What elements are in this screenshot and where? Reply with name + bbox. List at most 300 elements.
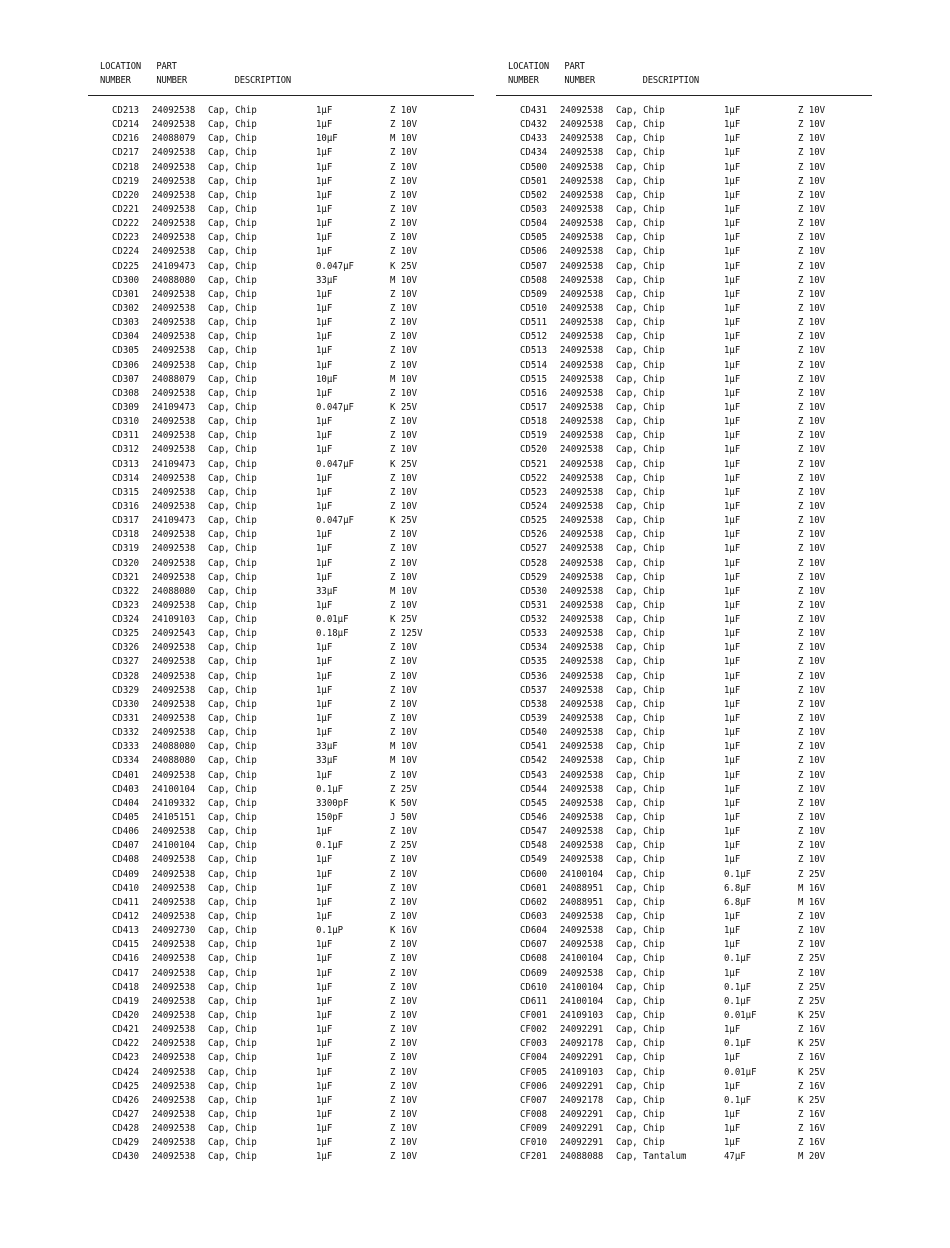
value: 1μF <box>316 939 333 951</box>
value: 1μF <box>316 1038 333 1050</box>
rating: Z 10V <box>798 345 826 357</box>
value: 1μF <box>316 444 333 456</box>
description: Cap, Chip <box>208 896 257 908</box>
rating: Z 10V <box>798 274 826 286</box>
part-number: 24092538 <box>152 345 196 357</box>
rating: Z 16V <box>798 1123 826 1135</box>
part-number: 24088080 <box>152 755 196 767</box>
value: 1μF <box>316 359 333 371</box>
description: Cap, Chip <box>616 416 665 428</box>
rating: M 20V <box>798 1151 826 1163</box>
part-number: 24092538 <box>560 571 604 583</box>
description: Cap, Chip <box>208 189 257 201</box>
value: 1μF <box>724 656 741 668</box>
part-number: 24088080 <box>152 741 196 753</box>
part-number: 24092538 <box>152 939 196 951</box>
part-number: 24100104 <box>152 840 196 852</box>
location-number: CD503 <box>520 203 548 215</box>
description: Cap, Chip <box>616 868 665 880</box>
location-number: CD507 <box>520 260 548 272</box>
location-number: CD611 <box>520 995 548 1007</box>
part-number: 24092538 <box>152 317 196 329</box>
value: 1μF <box>316 147 333 159</box>
location-number: CD504 <box>520 218 548 230</box>
location-number: CD607 <box>520 939 548 951</box>
description: Cap, Chip <box>616 500 665 512</box>
value: 1μF <box>724 854 741 866</box>
part-number: 24092538 <box>152 882 196 894</box>
description: Cap, Chip <box>616 727 665 739</box>
part-number: 24092538 <box>560 543 604 555</box>
value: 1μF <box>724 727 741 739</box>
rating: Z 10V <box>798 755 826 767</box>
rating: Z 10V <box>390 727 418 739</box>
value: 1μF <box>724 288 741 300</box>
location-number: CD307 <box>112 373 140 385</box>
value: 1μF <box>724 161 741 173</box>
description: Cap, Chip <box>616 628 665 640</box>
location-number: CD224 <box>112 246 140 258</box>
part-number: 24092538 <box>152 147 196 159</box>
parts-list-left-column <box>100 58 476 1163</box>
part-number: 24092538 <box>152 727 196 739</box>
rating: Z 10V <box>798 854 826 866</box>
location-number: CD433 <box>520 133 548 145</box>
value: 1μF <box>316 599 333 611</box>
description: Cap, Chip <box>208 656 257 668</box>
rating: Z 10V <box>798 472 826 484</box>
part-number: 24092538 <box>152 1123 196 1135</box>
description: Cap, Chip <box>616 1010 665 1021</box>
part-number: 24092538 <box>152 288 196 300</box>
part-number: 24092538 <box>560 684 604 696</box>
rating: Z 10V <box>390 967 418 979</box>
header-description: DESCRIPTION <box>234 75 291 86</box>
part-number: 24092538 <box>560 727 604 739</box>
rating: Z 10V <box>390 246 418 258</box>
description: Cap, Chip <box>208 755 257 767</box>
part-number: 24092538 <box>152 1024 196 1036</box>
description: Cap, Chip <box>616 755 665 767</box>
value: 1μF <box>316 868 333 880</box>
location-number: CD501 <box>520 175 548 187</box>
column-header <box>508 58 828 95</box>
description: Cap, Chip <box>616 713 665 725</box>
description: Cap, Chip <box>208 1010 257 1021</box>
location-number: CD545 <box>520 797 548 809</box>
part-number: 24092538 <box>560 656 604 668</box>
part-number: 24092538 <box>152 698 196 710</box>
rating: Z 10V <box>798 698 826 710</box>
description: Cap, Chip <box>616 133 665 145</box>
location-number: CD610 <box>520 981 548 993</box>
value: 1μF <box>316 345 333 357</box>
description: Cap, Chip <box>208 783 257 795</box>
part-number: 24092538 <box>152 232 196 244</box>
part-number: 24092538 <box>560 175 604 187</box>
description: Cap, Chip <box>616 331 665 343</box>
location-number: CD310 <box>112 416 140 428</box>
value: 1μF <box>724 713 741 725</box>
location-number: CD523 <box>520 486 548 498</box>
rating: M 10V <box>390 133 418 145</box>
rating: Z 10V <box>390 911 418 923</box>
part-number: 24092538 <box>152 769 196 781</box>
value: 33μF <box>316 741 338 753</box>
description: Cap, Chip <box>208 585 257 597</box>
location-number: CD303 <box>112 317 140 329</box>
value: 1μF <box>724 755 741 767</box>
description: Cap, Chip <box>616 218 665 230</box>
part-number: 24092538 <box>152 642 196 654</box>
rating: Z 10V <box>798 331 826 343</box>
value: 0.18μF <box>316 628 349 640</box>
location-number: CF010 <box>520 1137 548 1149</box>
rating: Z 10V <box>390 119 418 131</box>
description: Cap, Chip <box>208 1108 257 1120</box>
rating: Z 10V <box>390 1151 418 1163</box>
value: 33μF <box>316 755 338 767</box>
location-number: CD530 <box>520 585 548 597</box>
location-number: CF006 <box>520 1080 548 1092</box>
header-description: DESCRIPTION <box>642 75 699 86</box>
rating: Z 10V <box>390 232 418 244</box>
part-number: 24092538 <box>560 840 604 852</box>
rating: Z 10V <box>390 868 418 880</box>
value: 1μF <box>316 1052 333 1064</box>
value: 1μF <box>316 684 333 696</box>
value: 1μF <box>316 656 333 668</box>
description: Cap, Chip <box>208 161 257 173</box>
part-number: 24092538 <box>152 1080 196 1092</box>
value: 1μF <box>724 331 741 343</box>
rating: Z 10V <box>390 571 418 583</box>
part-number: 24092538 <box>560 826 604 838</box>
part-number: 24092538 <box>560 642 604 654</box>
value: 1μF <box>316 967 333 979</box>
rating: Z 16V <box>798 1108 826 1120</box>
part-number: 24109332 <box>152 797 196 809</box>
location-number: CF007 <box>520 1094 548 1106</box>
location-number: CD518 <box>520 416 548 428</box>
rating: Z 25V <box>798 981 826 993</box>
description: Cap, Chip <box>208 797 257 809</box>
part-number: 24092538 <box>560 416 604 428</box>
rating: Z 10V <box>798 444 826 456</box>
description: Cap, Chip <box>208 232 257 244</box>
value: 1μF <box>724 1080 741 1092</box>
value: 1μF <box>316 189 333 201</box>
rating: Z 10V <box>390 317 418 329</box>
value: 1μF <box>316 430 333 442</box>
part-number: 24092538 <box>152 1038 196 1050</box>
location-number: CD318 <box>112 529 140 541</box>
value: 1μF <box>724 416 741 428</box>
part-number: 24109103 <box>560 1066 604 1078</box>
description: Cap, Chip <box>616 515 665 527</box>
part-number: 24092538 <box>560 203 604 215</box>
location-number: CD323 <box>112 599 140 611</box>
part-number: 24092538 <box>152 331 196 343</box>
part-number: 24092538 <box>560 458 604 470</box>
location-number: CD222 <box>112 218 140 230</box>
value: 1μF <box>316 387 333 399</box>
location-number: CF003 <box>520 1038 548 1050</box>
rating: Z 10V <box>798 840 826 852</box>
description: Cap, Chip <box>208 203 257 215</box>
value: 1μF <box>724 500 741 512</box>
location-number: CF002 <box>520 1024 548 1036</box>
location-number: CD300 <box>112 274 140 286</box>
value: 1μF <box>724 1137 741 1149</box>
description: Cap, Chip <box>616 585 665 597</box>
description: Cap, Chip <box>208 882 257 894</box>
value: 0.047μF <box>316 515 354 527</box>
description: Cap, Chip <box>208 925 257 937</box>
description: Cap, Chip <box>616 387 665 399</box>
description: Cap, Chip <box>208 854 257 866</box>
rating: J 50V <box>390 812 418 824</box>
rating: Z 10V <box>390 1137 418 1149</box>
description: Cap, Chip <box>616 840 665 852</box>
location-number: CD508 <box>520 274 548 286</box>
description: Cap, Chip <box>208 967 257 979</box>
description: Cap, Chip <box>208 670 257 682</box>
value: 0.1μP <box>316 925 344 937</box>
part-number: 24092538 <box>152 416 196 428</box>
value: 1μF <box>724 444 741 456</box>
description: Cap, Chip <box>616 571 665 583</box>
rating: Z 10V <box>390 599 418 611</box>
description: Cap, Chip <box>616 288 665 300</box>
description: Cap, Chip <box>616 161 665 173</box>
part-number: 24109473 <box>152 515 196 527</box>
value: 1μF <box>724 401 741 413</box>
location-number: CD525 <box>520 515 548 527</box>
value: 1μF <box>724 515 741 527</box>
rating: Z 10V <box>390 713 418 725</box>
part-number: 24092291 <box>560 1052 604 1064</box>
description: Cap, Chip <box>208 1137 257 1149</box>
description: Cap, Chip <box>208 812 257 824</box>
rating: Z 10V <box>798 500 826 512</box>
part-number: 24092538 <box>152 543 196 555</box>
description: Cap, Chip <box>208 769 257 781</box>
value: 1μF <box>724 557 741 569</box>
location-number: CD531 <box>520 599 548 611</box>
description: Cap, Chip <box>616 260 665 272</box>
value: 1μF <box>724 911 741 923</box>
value: 0.1μF <box>724 953 752 965</box>
value: 1μF <box>316 1137 333 1149</box>
location-number: CD213 <box>112 105 140 116</box>
description: Cap, Chip <box>208 105 257 116</box>
rating: Z 10V <box>390 642 418 654</box>
part-number: 24092538 <box>152 203 196 215</box>
part-number: 24092538 <box>560 741 604 753</box>
description: Cap, Chip <box>616 105 665 116</box>
rating: Z 10V <box>390 1108 418 1120</box>
part-number: 24092538 <box>560 515 604 527</box>
value: 150pF <box>316 812 344 824</box>
location-number: CD529 <box>520 571 548 583</box>
part-number: 24092538 <box>152 1137 196 1149</box>
value: 1μF <box>724 430 741 442</box>
rating: K 25V <box>390 515 418 527</box>
location-number: CD533 <box>520 628 548 640</box>
location-number: CD511 <box>520 317 548 329</box>
rating: Z 10V <box>390 175 418 187</box>
location-number: CD427 <box>112 1108 140 1120</box>
location-number: CD411 <box>112 896 140 908</box>
part-number: 24092538 <box>560 755 604 767</box>
value: 1μF <box>316 642 333 654</box>
location-number: CD548 <box>520 840 548 852</box>
rating: Z 10V <box>798 812 826 824</box>
location-number: CD602 <box>520 896 548 908</box>
location-number: CD432 <box>520 119 548 131</box>
value: 33μF <box>316 585 338 597</box>
rating: Z 10V <box>798 317 826 329</box>
location-number: CD534 <box>520 642 548 654</box>
location-number: CD321 <box>112 571 140 583</box>
description: Cap, Chip <box>208 1052 257 1064</box>
location-number: CD521 <box>520 458 548 470</box>
part-number: 24092538 <box>560 670 604 682</box>
value: 1μF <box>316 953 333 965</box>
location-number: CD216 <box>112 133 140 145</box>
rating: Z 10V <box>798 203 826 215</box>
location-number: CD419 <box>112 995 140 1007</box>
value: 1μF <box>724 628 741 640</box>
rating: K 25V <box>390 260 418 272</box>
value: 1μF <box>724 925 741 937</box>
value: 1μF <box>316 557 333 569</box>
location-number: CD532 <box>520 614 548 626</box>
value: 1μF <box>316 500 333 512</box>
rating: Z 10V <box>798 571 826 583</box>
location-number: CD601 <box>520 882 548 894</box>
description: Cap, Chip <box>616 1038 665 1050</box>
rating: Z 10V <box>798 684 826 696</box>
description: Cap, Chip <box>616 189 665 201</box>
location-number: CF008 <box>520 1108 548 1120</box>
description: Cap, Chip <box>208 1066 257 1078</box>
value: 1μF <box>316 119 333 131</box>
rating: Z 10V <box>798 260 826 272</box>
rating: Z 10V <box>390 161 418 173</box>
part-number: 24092538 <box>152 444 196 456</box>
description: Cap, Chip <box>616 953 665 965</box>
description: Cap, Chip <box>616 925 665 937</box>
value: 1μF <box>316 331 333 343</box>
location-number: CD413 <box>112 925 140 937</box>
part-number: 24092538 <box>560 260 604 272</box>
location-number: CD421 <box>112 1024 140 1036</box>
rating: Z 10V <box>798 783 826 795</box>
description: Cap, Chip <box>208 698 257 710</box>
rating: Z 10V <box>798 218 826 230</box>
rating: Z 10V <box>390 203 418 215</box>
rating: Z 25V <box>390 840 418 852</box>
rating: Z 10V <box>390 486 418 498</box>
location-number: CD609 <box>520 967 548 979</box>
value: 1μF <box>316 995 333 1007</box>
rating: Z 10V <box>798 925 826 937</box>
rating: Z 10V <box>390 670 418 682</box>
value: 1μF <box>724 387 741 399</box>
rating: K 25V <box>390 458 418 470</box>
description: Cap, Chip <box>208 713 257 725</box>
location-number: CD320 <box>112 557 140 569</box>
part-number: 24092538 <box>560 472 604 484</box>
location-number: CD225 <box>112 260 140 272</box>
part-number: 24092538 <box>560 373 604 385</box>
part-number: 24092543 <box>152 628 196 640</box>
rating: M 16V <box>798 896 826 908</box>
part-number: 24092538 <box>560 232 604 244</box>
rating: M 10V <box>390 373 418 385</box>
part-number: 24092291 <box>560 1024 604 1036</box>
location-number: CD524 <box>520 500 548 512</box>
value: 1μF <box>316 1108 333 1120</box>
description: Cap, Chip <box>208 529 257 541</box>
part-number: 24092538 <box>560 967 604 979</box>
description: Cap, Chip <box>616 274 665 286</box>
location-number: CD603 <box>520 911 548 923</box>
location-number: CD425 <box>112 1080 140 1092</box>
value: 1μF <box>724 1108 741 1120</box>
value: 1μF <box>724 812 741 824</box>
rating: Z 10V <box>390 684 418 696</box>
description: Cap, Chip <box>616 317 665 329</box>
value: 0.01μF <box>316 614 349 626</box>
part-number: 24092538 <box>560 161 604 173</box>
location-number: CD540 <box>520 727 548 739</box>
part-number: 24092538 <box>560 218 604 230</box>
location-number: CD308 <box>112 387 140 399</box>
part-number: 24092538 <box>560 387 604 399</box>
description: Cap, Chip <box>616 1080 665 1092</box>
value: 1μF <box>724 345 741 357</box>
value: 1μF <box>724 472 741 484</box>
description: Cap, Chip <box>208 939 257 951</box>
part-number: 24092538 <box>560 189 604 201</box>
rating: Z 125V <box>390 628 423 640</box>
location-number: CD420 <box>112 1010 140 1021</box>
part-number: 24088080 <box>152 585 196 597</box>
rating: Z 10V <box>390 529 418 541</box>
description: Cap, Chip <box>208 741 257 753</box>
description: Cap, Chip <box>208 953 257 965</box>
rating: Z 10V <box>798 713 826 725</box>
description: Cap, Chip <box>208 218 257 230</box>
description: Cap, Chip <box>616 656 665 668</box>
value: 1μF <box>316 232 333 244</box>
rating: K 50V <box>390 797 418 809</box>
location-number: CD537 <box>520 684 548 696</box>
part-number: 24092538 <box>152 246 196 258</box>
value: 0.1μF <box>724 1038 752 1050</box>
rating: Z 10V <box>798 797 826 809</box>
value: 0.1μF <box>724 995 752 1007</box>
description: Cap, Chip <box>208 1024 257 1036</box>
value: 1μF <box>316 981 333 993</box>
location-number: CD515 <box>520 373 548 385</box>
location-number: CD543 <box>520 769 548 781</box>
value: 1μF <box>724 147 741 159</box>
part-number: 24092538 <box>152 868 196 880</box>
